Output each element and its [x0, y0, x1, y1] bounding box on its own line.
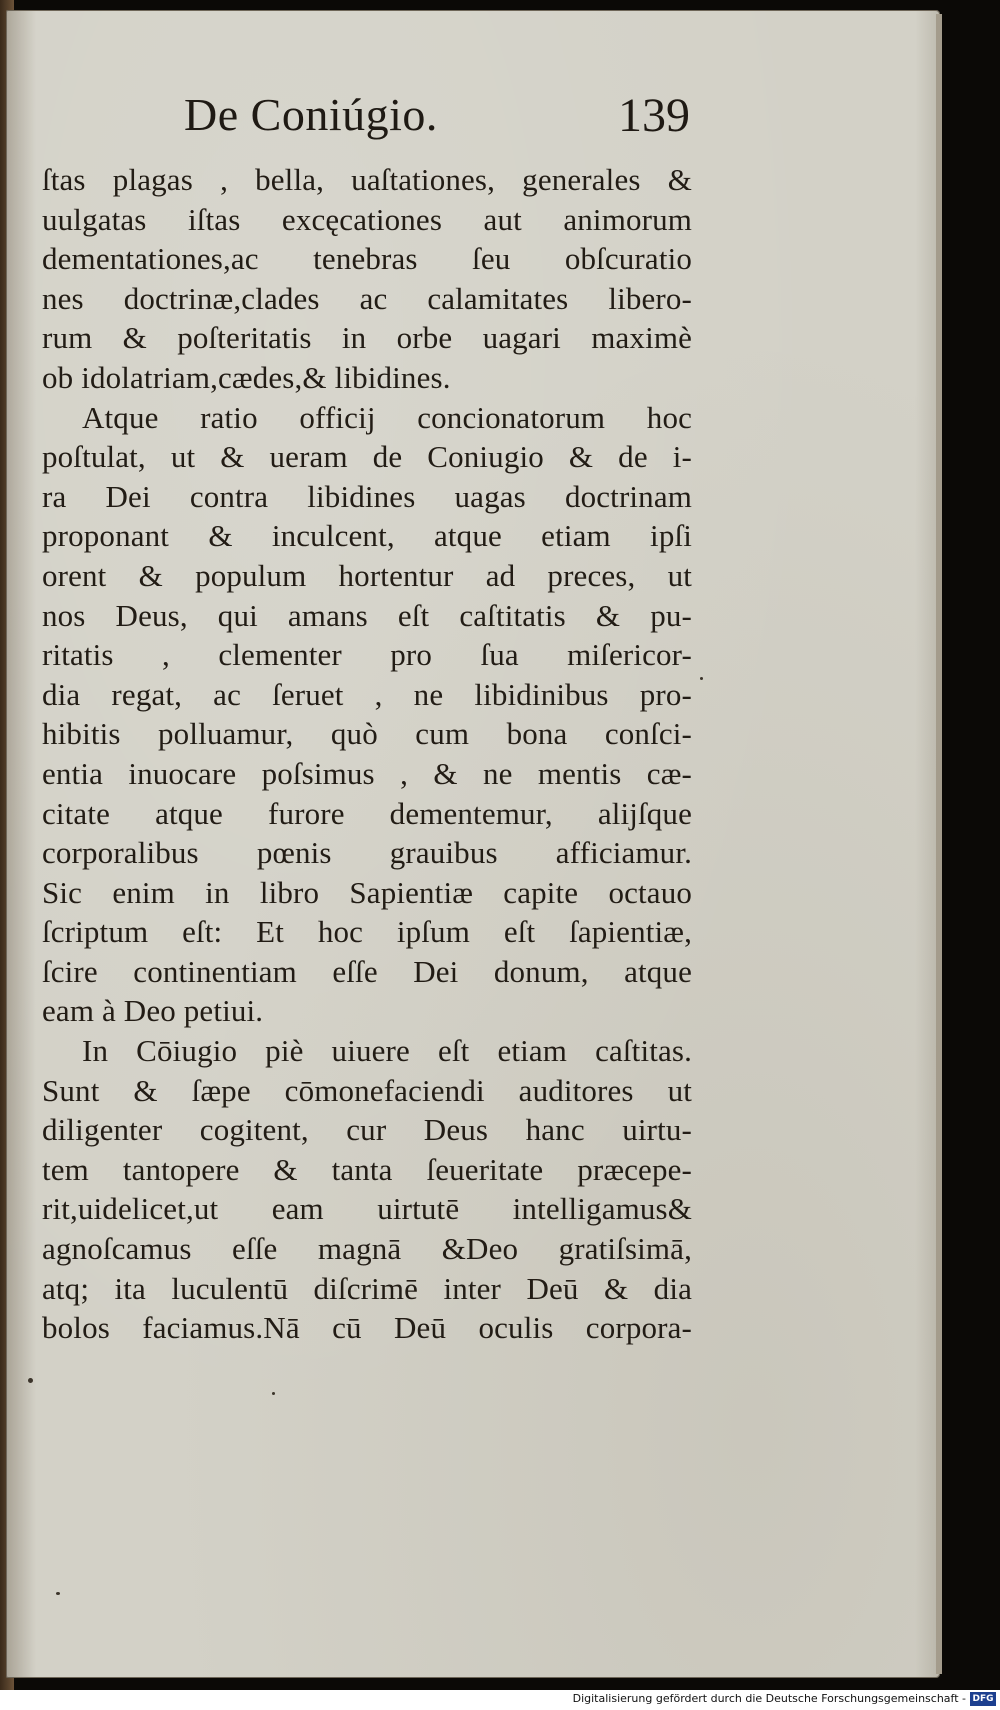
text-line: Sunt & ſæpe cōmonefaciendi auditores ut [42, 1072, 692, 1108]
text-line: corporalibus pœnis grauibus afficiamur. [42, 835, 692, 871]
body-text [42, 160, 702, 1348]
page-number: 139 [618, 89, 690, 142]
text-line: entia inuocare poſsimus , & ne mentis cæ- [42, 755, 692, 791]
text-line: ſcriptum eſt: Et hoc ipſum eſt ſapientiæ, [42, 914, 692, 950]
text-line: ritatis , clementer pro ſua miſericor- [42, 637, 692, 673]
page-edge [936, 14, 942, 1674]
text-line: agnoſcamus eſſe magnā &Deo gratiſsimā, [42, 1231, 692, 1267]
text-line: poſtulat, ut & ueram de Coniugio & de i- [42, 439, 692, 475]
text-line: orent & populum hortentur ad preces, ut [42, 557, 692, 593]
page-header [6, 88, 940, 158]
text-line: diligenter cogitent, cur Deus hanc uirtu- [42, 1112, 692, 1148]
paper-speck [56, 1592, 60, 1595]
text-line: ſcire continentiam eſſe Dei donum, atque [42, 953, 692, 989]
text-line: In Cōiugio piè uiuere eſt etiam caſtitas. [82, 1033, 692, 1069]
text-line: dementationes,ac tenebras ſeu obſcuratio [42, 241, 692, 277]
text-line: Sic enim in libro Sapientiæ capite octauo [42, 874, 692, 910]
book-page [6, 10, 940, 1678]
text-line: nos Deus, qui amans eſt caſtitatis & pu- [42, 597, 692, 633]
text-line: Atque ratio officij concionatorum hoc [82, 399, 692, 435]
text-line: tem tantopere & tanta ſeueritate præcepe- [42, 1151, 692, 1187]
paper-speck [700, 677, 703, 680]
text-line: ob idolatriam,cædes,& libidines. [42, 359, 451, 395]
text-line: hibitis polluamur, quò cum bona conſci- [42, 716, 692, 752]
text-line: rum & poſteritatis in orbe uagari maximè [42, 320, 692, 356]
running-title: De Coniúgio. [184, 89, 438, 140]
text-line: nes doctrinæ,clades ac calamitates libero- [42, 280, 692, 316]
text-line: dia regat, ac ſeruet , ne libidinibus pro- [42, 676, 692, 712]
text-line: atq; ita luculentū diſcrimē inter Deū & dia [42, 1270, 692, 1306]
text-line: uulgatas iſtas excęcationes aut animorum [42, 201, 692, 237]
text-line: eam à Deo petiui. [42, 993, 264, 1029]
text-line: citate atque furore dementemur, alijſque [42, 795, 692, 831]
text-line: proponant & inculcent, atque etiam ipſi [42, 518, 692, 554]
text-line: bolos faciamus.Nā cū Deū oculis corpora- [42, 1310, 692, 1346]
paper-speck [272, 1392, 275, 1395]
digitization-credit: Digitalisierung gefördert durch die Deutsche Forschungsgemeinschaft - [572, 1692, 966, 1705]
dfg-logo-icon: DFG [970, 1692, 996, 1706]
text-line: rit,uidelicet,ut eam uirtutē intelligamus& [42, 1191, 692, 1227]
paper-speck [28, 1378, 33, 1383]
text-line: ſtas plagas , bella, uaſtationes, generales & [42, 162, 692, 197]
text-line: ra Dei contra libidines uagas doctrinam [42, 478, 692, 514]
